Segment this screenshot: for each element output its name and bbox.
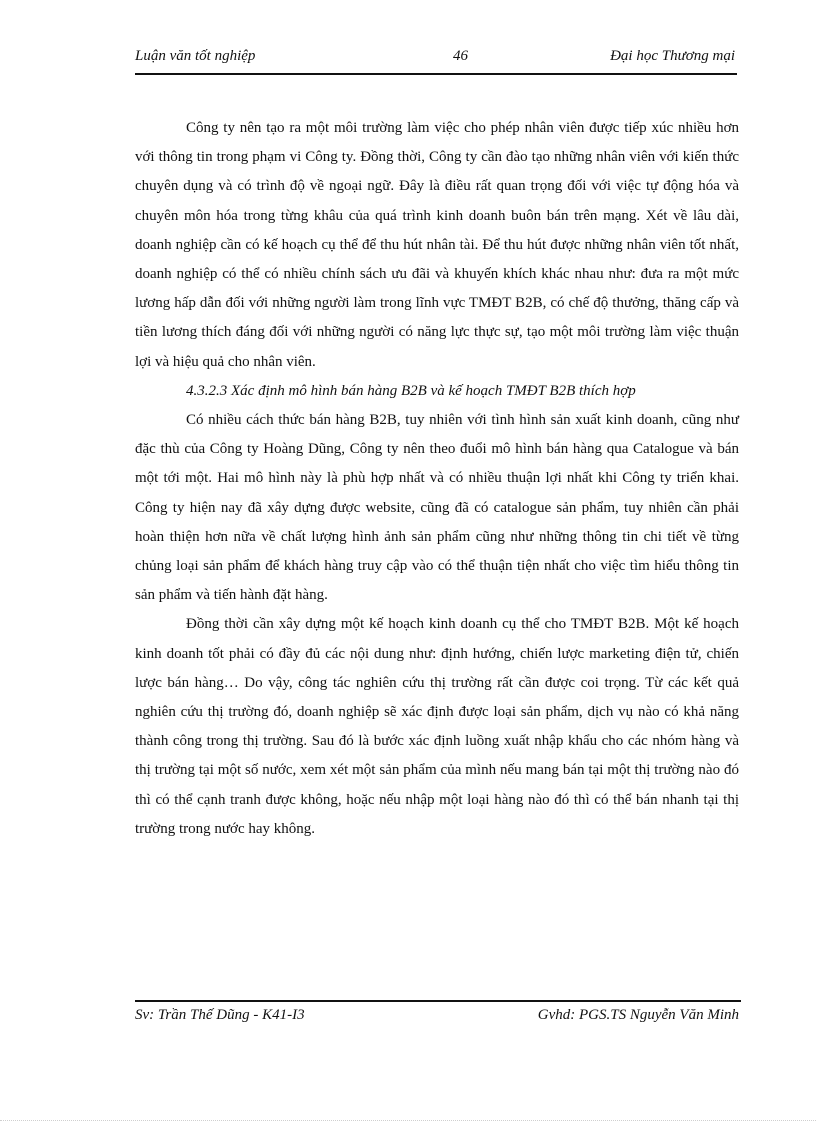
page-header xyxy=(135,46,735,72)
page-body xyxy=(135,114,739,844)
paragraph-3: Đồng thời cần xây dựng một kế hoạch kinh doanh cụ thể cho TMĐT B2B. Một kế hoạch kinh doanh tốt phải có đầy đủ các nội dung như: định hướng, chiến lược marketing điện tử, chiến lược bán hàng… Do vậy, công tác nghiên cứu thị trường rất cần được coi trọng. Từ các kết quả nghiên cứu thị trường đó, doanh nghiệp sẽ xác định được loại sản phẩm, dịch vụ nào có khả năng thành công trong thị trường. Sau đó là bước xác định luồng xuất nhập khẩu cho các nhóm hàng và thị trường tại một số nước, xem xét một sản phẩm của mình nếu mang bán tại một thị trường nào đó thì có thể cạnh tranh được không, hoặc nếu nhập một loại hàng nào đó thì có thể bán nhanh tại thị trường trong nước hay không. xyxy=(135,616,739,837)
page-number: 46 xyxy=(453,48,468,64)
footer-student: Sv: Trần Thế Dũng - K41-I3 xyxy=(135,1007,305,1023)
paragraph-2: Có nhiều cách thức bán hàng B2B, tuy nhiên với tình hình sản xuất kinh doanh, cũng như đặc thù của Công ty Hoàng Dũng, Công ty nên theo đuổi mô hình bán hàng qua Catalogue và bán một tới một. Hai mô hình này là phù hợp nhất và có nhiều thuận lợi nhất khi Công ty triển khai. Công ty hiện nay đã xây dựng được website, cũng đã có catalogue sản phẩm, tuy nhiên cần phải hoàn thiện hơn nữa về chất lượng hình ảnh sản phẩm cũng như những thông tin chi tiết về từng chủng loại sản phẩm để khách hàng truy cập vào có thể thuận tiện nhất cho việc tìm hiểu thông tin sản phẩm và tiến hành đặt hàng. xyxy=(135,412,739,604)
page-bottom-edge xyxy=(0,1120,816,1121)
footer-divider xyxy=(135,1000,741,1002)
section-subheading: 4.3.2.3 Xác định mô hình bán hàng B2B và kế hoạch TMĐT B2B thích hợp xyxy=(186,382,636,399)
footer-advisor: Gvhd: PGS.TS Nguyễn Văn Minh xyxy=(537,1007,739,1023)
header-university: Đại học Thương mại xyxy=(610,48,735,64)
header-thesis-label: Luận văn tốt nghiệp xyxy=(135,48,256,64)
header-divider xyxy=(135,73,737,75)
page-footer xyxy=(135,1005,739,1031)
paragraph-1: Công ty nên tạo ra một môi trường làm việc cho phép nhân viên được tiếp xúc nhiều hơn với thông tin trong phạm vi Công ty. Đồng thời, Công ty cần đào tạo những nhân viên với kiến thức chuyên dụng và có trình độ về ngoại ngữ. Đây là điều rất quan trọng đối với việc tự động hóa và chuyên môn hóa trong từng khâu của quá trình kinh doanh buôn bán trên mạng. Xét về lâu dài, doanh nghiệp cần có kế hoạch cụ thể để thu hút nhân tài. Để thu hút được những nhân viên tốt nhất, doanh nghiệp có thể có nhiều chính sách ưu đãi và khuyến khích khác nhau như: đưa ra một mức lương hấp dẫn đối với những người làm trong lĩnh vực TMĐT B2B, có chế độ thưởng, thăng cấp và tiền lương thích đáng đối với những người có năng lực thực sự, tạo một môi trường làm việc thuận lợi và hiệu quả cho nhân viên. xyxy=(135,120,739,370)
